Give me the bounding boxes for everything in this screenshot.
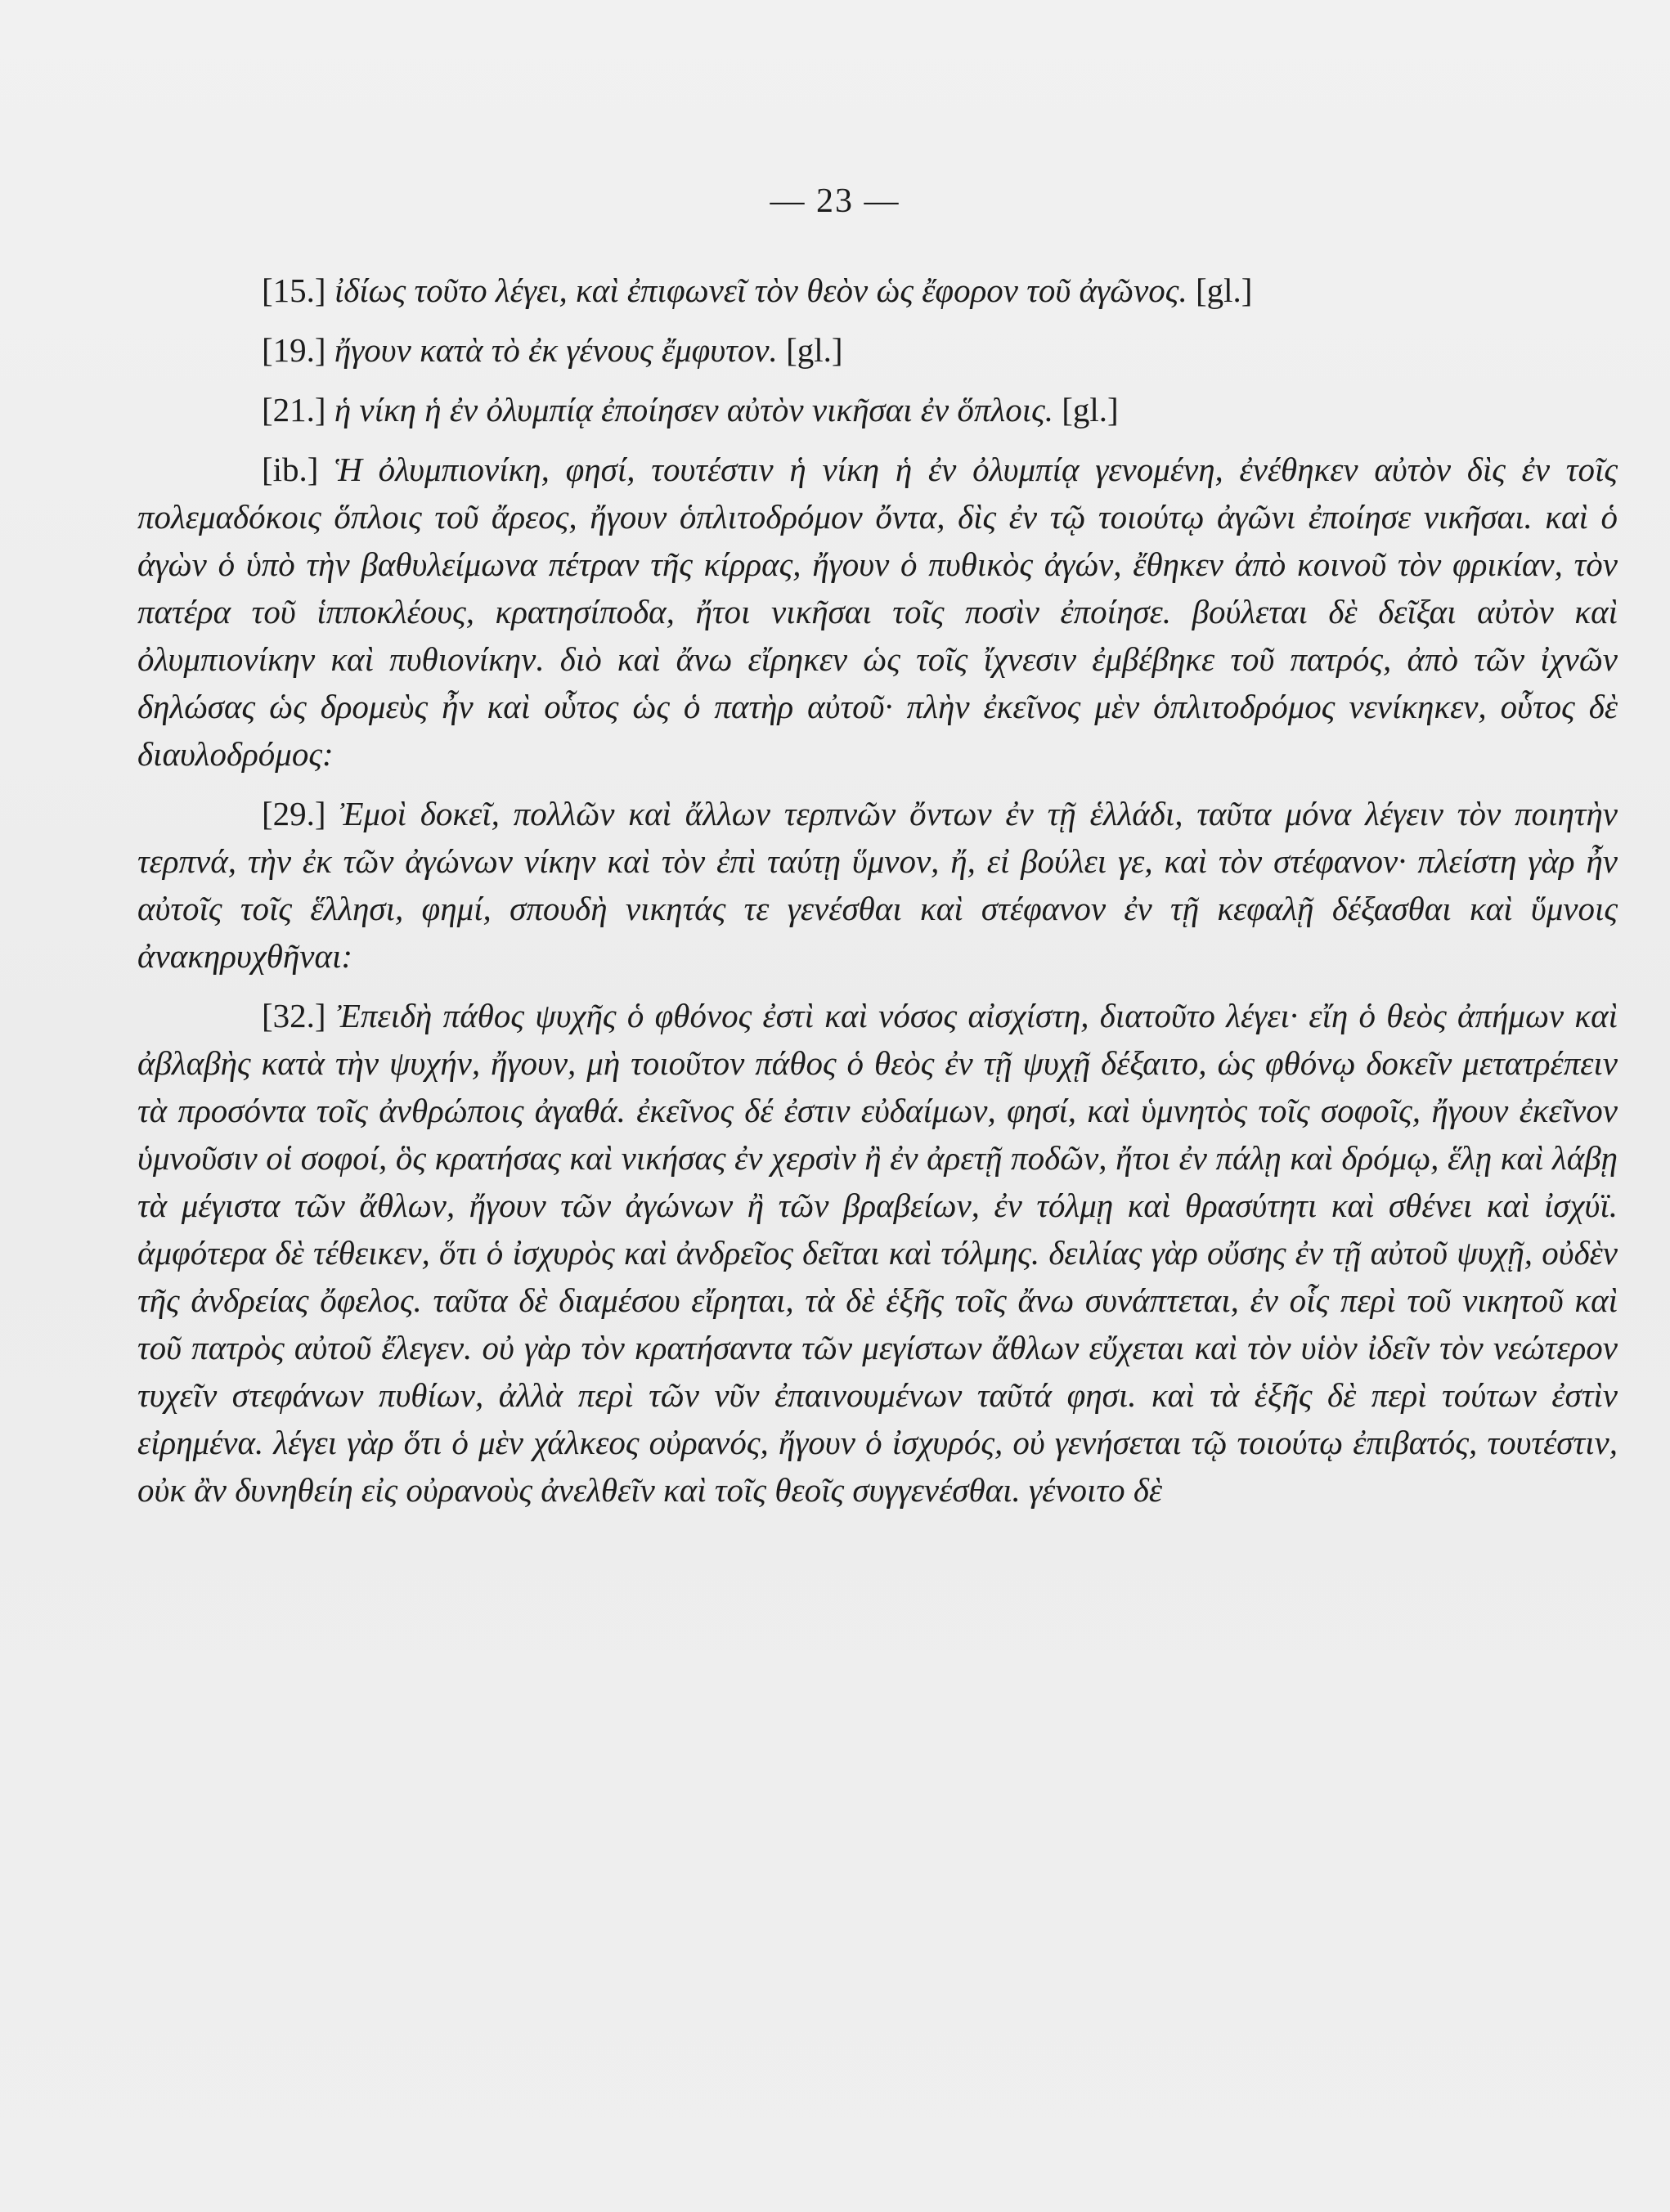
note-ref: [ib.] bbox=[262, 451, 319, 488]
page-number: — 23 — bbox=[770, 182, 900, 220]
scholia-text bbox=[137, 267, 1618, 1526]
note-32 bbox=[137, 992, 1618, 1514]
note-ref: [29.] bbox=[262, 795, 326, 832]
note-15 bbox=[137, 267, 1618, 314]
note-text: Ἡ ὀλυμπιονίκη, φησί, τουτέστιν ἡ νίκη ἡ ἐν ὀλυμπίᾳ γενομένη, ἐνέθηκεν αὐτὸν δὶς ἐν τοῖς πολεμαδόκοις ὅπλοις τοῦ ἄρεος, ἤγουν ὁπλιτοδρόμον ὄντα, δὶς ἐν τῷ τοιούτῳ ἀγῶνι ἐποίησε νικῆσαι. καὶ ὁ ἀγὼν ὁ ὑπὸ τὴν βαθυλείμωνα πέτραν τῆς κίρρας, ἤγουν ὁ πυθικὸς ἀγών, ἔθηκεν ἀπὸ κοινοῦ τὸν φρικίαν, τὸν πατέρα τοῦ ἱπποκλέους, κρατησίποδα, ἤτοι νικῆσαι τοῖς ποσὶν ἐποίησε. βούλεται δὲ δεῖξαι αὐτὸν καὶ ὀλυμπιονίκην καὶ πυθιονίκην. διὸ καὶ ἄνω εἴρηκεν ὡς τοῖς ἴχνεσιν ἐμβέβηκε τοῦ πατρός, ἀπὸ τῶν ἰχνῶν δηλώσας ὡς δρομεὺς ἦν καὶ οὗτος ὡς ὁ πατὴρ αὐτοῦ· πλὴν ἐκεῖνος μὲν ὁπλιτοδρόμος νενίκηκεν, οὗτος δὲ διαυλοδρόμος: bbox=[137, 451, 1618, 773]
gloss-marker: [gl.] bbox=[1062, 391, 1119, 428]
note-29 bbox=[137, 790, 1618, 980]
note-ref: [15.] bbox=[262, 271, 326, 309]
note-19 bbox=[137, 326, 1618, 374]
gloss-marker: [gl.] bbox=[1195, 271, 1253, 309]
note-ref: [32.] bbox=[262, 997, 326, 1034]
note-text: Ἐμοὶ δοκεῖ, πολλῶν καὶ ἄλλων τερπνῶν ὄντων ἐν τῇ ἑλλάδι, ταῦτα μόνα λέγειν τὸν ποιητὴν τερπνά, τὴν ἐκ τῶν ἀγώνων νίκην καὶ τὸν ἐπὶ ταύτῃ ὕμνον, ἤ, εἰ βούλει γε, καὶ τὸν στέφανον· πλείστη γὰρ ἦν αὐτοῖς τοῖς ἕλλησι, φημί, σπουδὴ νικητάς τε γενέσθαι καὶ στέφανον ἐν τῇ κεφαλῇ δέξασθαι καὶ ὕμνοις ἀνακηρυχθῆναι: bbox=[137, 795, 1618, 975]
note-ref: [21.] bbox=[262, 391, 326, 428]
note-text: ἰδίως τοῦτο λέγει, καὶ ἐπιφωνεῖ τὸν θεὸν ὡς ἔφορον τοῦ ἀγῶνος. bbox=[334, 271, 1187, 309]
note-ib bbox=[137, 446, 1618, 778]
note-text: ἡ νίκη ἡ ἐν ὀλυμπίᾳ ἐποίησεν αὐτὸν νικῆσαι ἐν ὅπλοις. bbox=[334, 391, 1053, 428]
note-text: ἤγουν κατὰ τὸ ἐκ γένους ἔμφυτον. bbox=[334, 331, 778, 369]
note-21 bbox=[137, 386, 1618, 433]
gloss-marker: [gl.] bbox=[786, 331, 843, 369]
note-text: Ἐπειδὴ πάθος ψυχῆς ὁ φθόνος ἐστὶ καὶ νόσος αἰσχίστη, διατοῦτο λέγει· εἴη ὁ θεὸς ἀπήμων καὶ ἀβλαβὴς κατὰ τὴν ψυχήν, ἤγουν, μὴ τοιοῦτον πάθος ὁ θεὸς ἐν τῇ ψυχῇ δέξαιτο, ὡς φθόνῳ δοκεῖν μετατρέπειν τὰ προσόντα τοῖς ἀνθρώποις ἀγαθά. ἐκεῖνος δέ ἐστιν εὐδαίμων, φησί, καὶ ὑμνητὸς τοῖς σοφοῖς, ἤγουν ἐκεῖνον ὑμνοῦσιν οἱ σοφοί, ὃς κρατήσας καὶ νικήσας ἐν χερσὶν ἢ ἐν ἀρετῇ ποδῶν, ἤτοι ἐν πάλῃ καὶ δρόμῳ, ἕλῃ καὶ λάβῃ τὰ μέγιστα τῶν ἄθλων, ἤγουν τῶν ἀγώνων ἢ τῶν βραβείων, ἐν τόλμῃ καὶ θρασύτητι καὶ σθένει καὶ ἰσχύϊ. ἀμφότερα δὲ τέθεικεν, ὅτι ὁ ἰσχυρὸς καὶ ἀνδρεῖος δεῖται καὶ τόλμης. δειλίας γὰρ οὔσης ἐν τῇ αὐτοῦ ψυχῇ, οὐδὲν τῆς ἀνδρείας ὄφελος. ταῦτα δὲ διαμέσου εἴρηται, τὰ δὲ ἑξῆς τοῖς ἄνω συνάπτεται, ἐν οἷς περὶ τοῦ νικητοῦ καὶ τοῦ πατρὸς αὐτοῦ ἔλεγεν. οὐ γὰρ τὸν κρατήσαντα τῶν μεγίστων ἄθλων εὔχεται καὶ τὸν υἱὸν ἰδεῖν τὸν νεώτερον τυχεῖν στεφάνων πυθίων, ἀλλὰ περὶ τῶν νῦν ἐπαινουμένων ταῦτά φησι. καὶ τὰ ἑξῆς δὲ περὶ τούτων ἐστὶν εἰρημένα. λέγει γὰρ ὅτι ὁ μὲν χάλκεος οὐρανός, ἤγουν ὁ ἰσχυρός, οὐ γενήσεται τῷ τοιούτῳ ἐπιβατός, τουτέστιν, οὐκ ἂν δυνηθείη εἰς οὐρανοὺς ἀνελθεῖν καὶ τοῖς θεοῖς συγγενέσθαι. γένοιτο δὲ bbox=[137, 997, 1618, 1509]
note-ref: [19.] bbox=[262, 331, 326, 369]
